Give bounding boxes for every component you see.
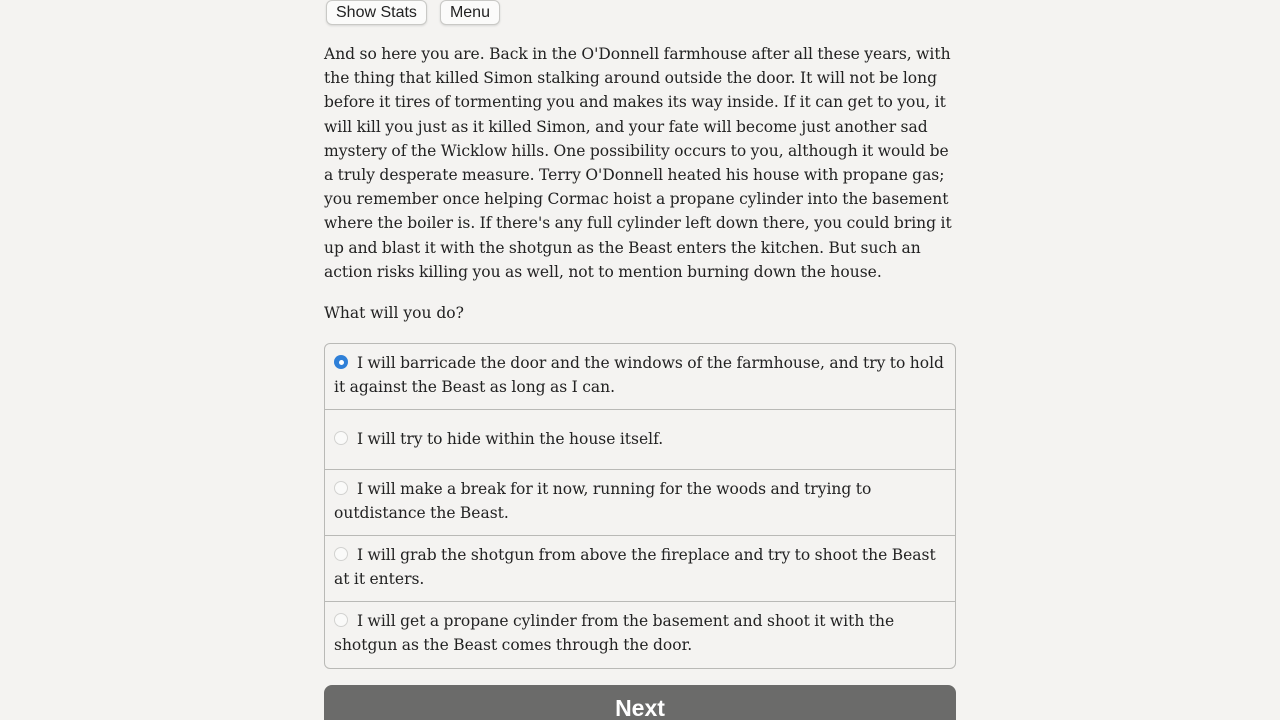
next-button[interactable]: Next xyxy=(324,685,956,720)
radio-selected-icon[interactable] xyxy=(334,355,348,369)
choice-option-shotgun[interactable] xyxy=(325,536,955,602)
show-stats-button[interactable]: Show Stats xyxy=(326,0,427,25)
choice-label: I will make a break for it now, running for the woods and trying to outdistance the Beast. xyxy=(334,480,872,523)
choice-label: I will try to hide within the house itself. xyxy=(357,430,664,448)
choice-prompt: What will you do? xyxy=(324,304,464,322)
choice-label: I will barricade the door and the windows of the farmhouse, and try to hold it against the Beast as long as I can. xyxy=(334,354,944,397)
choice-option-run[interactable] xyxy=(325,470,955,536)
choice-option-hide[interactable] xyxy=(325,410,955,470)
choice-label: I will get a propane cylinder from the basement and shoot it with the shotgun as the Beast comes through the door. xyxy=(334,612,895,655)
choice-option-propane[interactable] xyxy=(325,602,955,668)
radio-icon[interactable] xyxy=(334,547,348,561)
choice-option-barricade[interactable] xyxy=(325,344,955,410)
menu-button[interactable]: Menu xyxy=(440,0,500,25)
story-text: And so here you are. Back in the O'Donnell farmhouse after all these years, with the thing that killed Simon stalking around outside the door. It will not be long before it tires of tormenting you and makes its way inside. If it can get to you, it will kill you just as it killed Simon, and your fate will become just another sad mystery of the Wicklow hills. One possibility occurs to you, although it would be a truly desperate measure. Terry O'Donnell heated his house with propane gas; you remember once helping Cormac hoist a propane cylinder into the basement where the boiler is. If there's any full cylinder left down there, you could bring it up and blast it with the shotgun as the Beast enters the kitchen. But such an action risks killing you as well, not to mention burning down the house. xyxy=(324,45,952,281)
radio-icon[interactable] xyxy=(334,481,348,495)
radio-icon[interactable] xyxy=(334,613,348,627)
choice-list xyxy=(324,343,956,669)
top-toolbar xyxy=(326,0,500,25)
radio-icon[interactable] xyxy=(334,431,348,445)
choice-label: I will grab the shotgun from above the fireplace and try to shoot the Beast at it enters. xyxy=(334,546,936,589)
